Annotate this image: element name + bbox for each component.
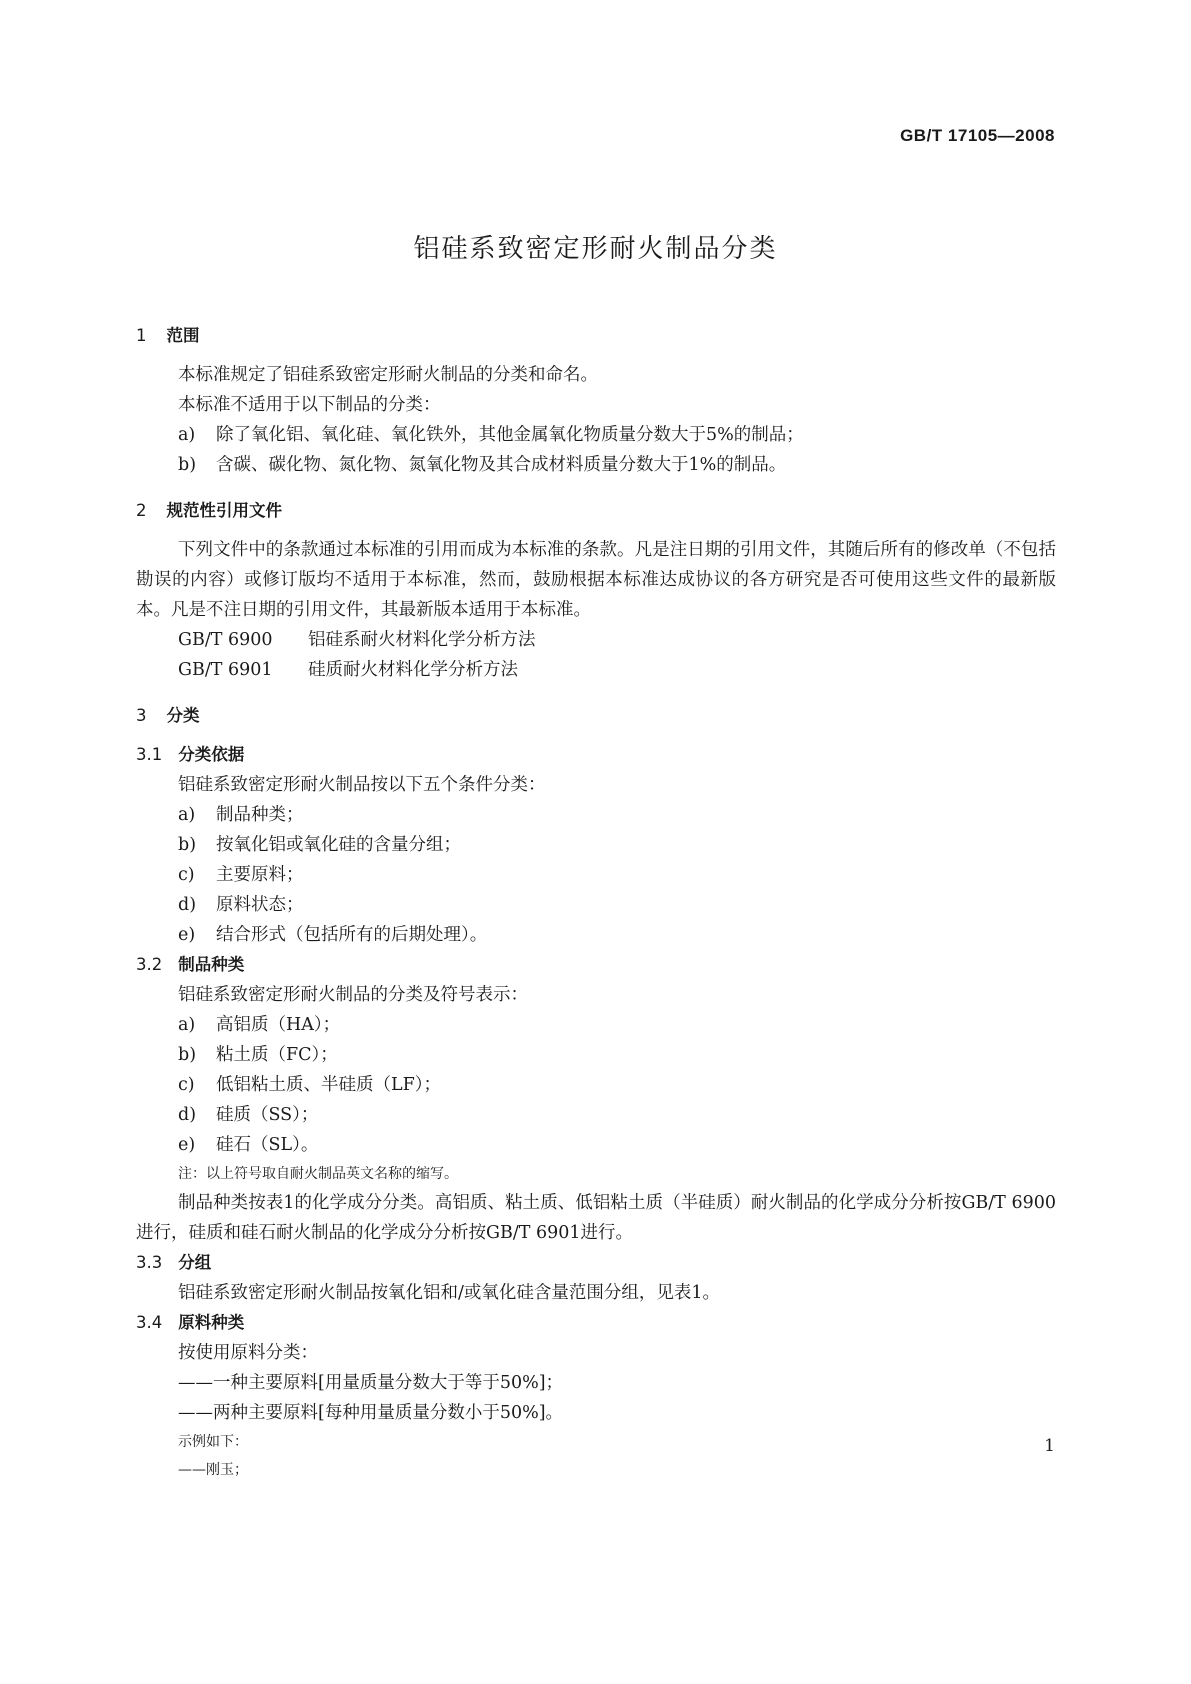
- reference-item: [136, 625, 1056, 655]
- list-item: [136, 1130, 1056, 1160]
- list-marker: b): [178, 1045, 197, 1065]
- dash-list-item: ——一种主要原料[用量质量分数大于等于50%]；: [178, 1373, 564, 1393]
- list-marker: a): [178, 1015, 196, 1035]
- reference-code: GB/T 6901: [178, 660, 273, 680]
- list-item: [136, 450, 1056, 480]
- section-title: 规范性引用文件: [166, 501, 282, 520]
- list-text: 高铝质（HA）；: [216, 1015, 341, 1035]
- standard-code: GB/T 17105—2008: [900, 126, 1055, 145]
- reference-title: 铝硅系耐火材料化学分析方法: [308, 630, 536, 650]
- list-item: [136, 1070, 1056, 1100]
- document-title: 铝硅系致密定形耐火制品分类: [413, 234, 778, 264]
- section-title: 范围: [166, 326, 200, 345]
- list-text: 主要原料；: [216, 865, 304, 885]
- list-marker: c): [178, 865, 195, 885]
- list-text: 除了氧化铝、氧化硅、氧化铁外，其他金属氧化物质量分数大于5%的制品；: [216, 425, 804, 445]
- list-item: [136, 420, 1056, 450]
- section-title: 分类: [166, 706, 200, 725]
- section-1-heading: [136, 322, 1056, 350]
- list-text: 原料状态；: [216, 895, 304, 915]
- list-text: 按氧化铝或氧化硅的含量分组；: [216, 835, 461, 855]
- document-body: [136, 322, 1056, 1484]
- subsection-title: 分组: [178, 1253, 212, 1272]
- example-label: 示例如下：: [178, 1434, 248, 1450]
- subsection-3-4-heading: [136, 1308, 1056, 1338]
- subsection-number: 3.3: [136, 1253, 163, 1272]
- list-text: 含碳、碳化物、氮化物、氮氧化物及其合成材料质量分数大于1%的制品。: [216, 455, 787, 475]
- list-text: 粘土质（FC）；: [216, 1045, 338, 1065]
- list-marker: c): [178, 1075, 195, 1095]
- list-marker: b): [178, 835, 197, 855]
- list-item: [136, 800, 1056, 830]
- section-number: 2: [136, 501, 147, 520]
- subsection-3-3-heading: [136, 1248, 1056, 1278]
- section-number: 1: [136, 326, 147, 345]
- paragraph: 本标准不适用于以下制品的分类：: [178, 395, 441, 415]
- reference-item: [136, 655, 1056, 685]
- list-text: 低铝粘土质、半硅质（LF）；: [216, 1075, 442, 1095]
- reference-title: 硅质耐火材料化学分析方法: [308, 660, 518, 680]
- section-2-heading: [136, 497, 1056, 525]
- list-text: 制品种类；: [216, 805, 304, 825]
- list-marker: a): [178, 805, 196, 825]
- subsection-title: 原料种类: [178, 1313, 245, 1332]
- list-marker: b): [178, 455, 197, 475]
- list-marker: e): [178, 925, 196, 945]
- paragraph: 按使用原料分类：: [178, 1343, 318, 1363]
- list-text: 硅质（SS）；: [216, 1105, 319, 1125]
- list-marker: d): [178, 895, 197, 915]
- paragraph: 下列文件中的条款通过本标准的引用而成为本标准的条款。凡是注日期的引用文件，其随后所有的修改单（不包括勘误的内容）或修订版均不适用于本标准，然而，鼓励根据本标准达成协议的各方研究是否可使用这些文件的最新版本。凡是不注日期的引用文件，其最新版本适用于本标准。: [136, 540, 1056, 620]
- subsection-number: 3.4: [136, 1313, 163, 1332]
- list-marker: e): [178, 1135, 196, 1155]
- note: 注：以上符号取自耐火制品英文名称的缩写。: [178, 1166, 458, 1182]
- list-text: 硅石（SL）。: [216, 1135, 319, 1155]
- paragraph: 本标准规定了铝硅系致密定形耐火制品的分类和命名。: [178, 365, 598, 385]
- list-item: [136, 890, 1056, 920]
- subsection-number: 3.2: [136, 955, 163, 974]
- paragraph: 制品种类按表1的化学成分分类。高铝质、粘土质、低铝粘土质（半硅质）耐火制品的化学成分分析按GB/T 6900进行，硅质和硅石耐火制品的化学成分分析按GB/T 6901进行。: [136, 1193, 1056, 1243]
- list-item: [136, 1010, 1056, 1040]
- subsection-title: 制品种类: [178, 955, 245, 974]
- list-item: [136, 1040, 1056, 1070]
- list-marker: d): [178, 1105, 197, 1125]
- section-number: 3: [136, 706, 147, 725]
- list-marker: a): [178, 425, 196, 445]
- paragraph: 铝硅系致密定形耐火制品的分类及符号表示：: [178, 985, 528, 1005]
- subsection-title: 分类依据: [178, 745, 245, 764]
- list-item: [136, 920, 1056, 950]
- page-number: 1: [1044, 1436, 1055, 1456]
- reference-code: GB/T 6900: [178, 630, 273, 650]
- subsection-3-1-heading: [136, 740, 1056, 770]
- subsection-number: 3.1: [136, 745, 163, 764]
- list-text: 结合形式（包括所有的后期处理）。: [216, 925, 488, 945]
- list-item: [136, 1100, 1056, 1130]
- section-3-heading: [136, 702, 1056, 730]
- dash-list-item: ——两种主要原料[每种用量质量分数小于50%]。: [178, 1403, 564, 1423]
- paragraph: 铝硅系致密定形耐火制品按氧化铝和/或氧化硅含量范围分组，见表1。: [178, 1283, 721, 1303]
- list-item: [136, 860, 1056, 890]
- paragraph: 铝硅系致密定形耐火制品按以下五个条件分类：: [178, 775, 546, 795]
- subsection-3-2-heading: [136, 950, 1056, 980]
- example-item: ——刚玉；: [178, 1462, 248, 1478]
- list-item: [136, 830, 1056, 860]
